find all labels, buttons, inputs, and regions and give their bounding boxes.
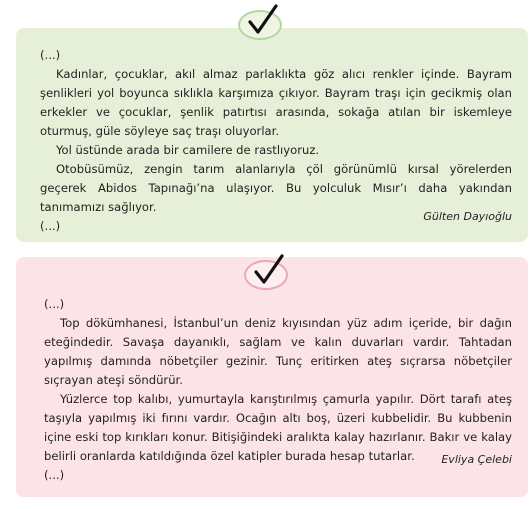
- text-card-1-body: [40, 46, 512, 236]
- paragraph: Yol üstünde arada bir camilere de rastlıyoruz.: [56, 143, 320, 157]
- closing-ellipsis: (...): [40, 219, 61, 233]
- text-card-1: [16, 28, 528, 242]
- paragraph: Yüzlerce top kalıbı, yumurtayla karıştırılmış çamurla yapılır. Dört tarafı ateş taşıyla yapılmış iki fırını vardır. Ocağın altı boş, üzeri kubbelidir. Bu kubbenin içine eski top kırıkları konur. Bitişiğindeki aralıkta kalay hazırlanır. Bakır ve kalay belirli oranlarda katıldığında özel katipler burada hesap tutarlar.: [44, 392, 512, 463]
- opening-ellipsis: (...): [44, 297, 65, 311]
- text-card-2: [16, 257, 528, 497]
- paragraph: Top dökümhanesi, İstanbul’un deniz kıyısından yüz adım içeride, bir dağın eteğindedir. Savaşa dayanıklı, sağlam ve kalın duvarları vardır. Tahtadan yapılmış damında nöbetçiler gezinir. Tunç eritirken ateş sıçrarsa nöbetçiler sıçrayan ateşi söndürür.: [44, 316, 512, 387]
- opening-ellipsis: (...): [40, 48, 61, 62]
- author-name: Gülten Dayıoğlu: [423, 210, 512, 223]
- closing-ellipsis: (...): [44, 468, 65, 482]
- paragraph-text: Kadınlar, çocuklar, akıl almaz parlaklıkta göz alıcı renkler içinde. Bayram şenlikleri yol boyunca sıklıkla karşımıza çıkıyor. Bayram traşı için gecikmiş olan erkekler ve çocuklar, şenlik patırtısı arasında, sokağa atılan bir iskemleye oturmuş, güle söyleye saç traşı oluyorlar.: [40, 67, 512, 138]
- paragraph: [40, 65, 512, 141]
- checkmark-icon: [244, 2, 280, 38]
- paragraph: Otobüsümüz, zengin tarım alanlarıyla çöl görünümlü kırsal yörelerden geçerek Abidos Tapınağı’na ulaşıyor. Bu yolculuk Mısır’ı daha yakından tanımamızı sağlıyor.: [40, 162, 512, 214]
- author-name: Evliya Çelebi: [441, 453, 512, 466]
- checkmark-icon: [250, 252, 286, 288]
- checkmark-badge: [244, 260, 288, 290]
- checkmark-badge: [238, 10, 282, 40]
